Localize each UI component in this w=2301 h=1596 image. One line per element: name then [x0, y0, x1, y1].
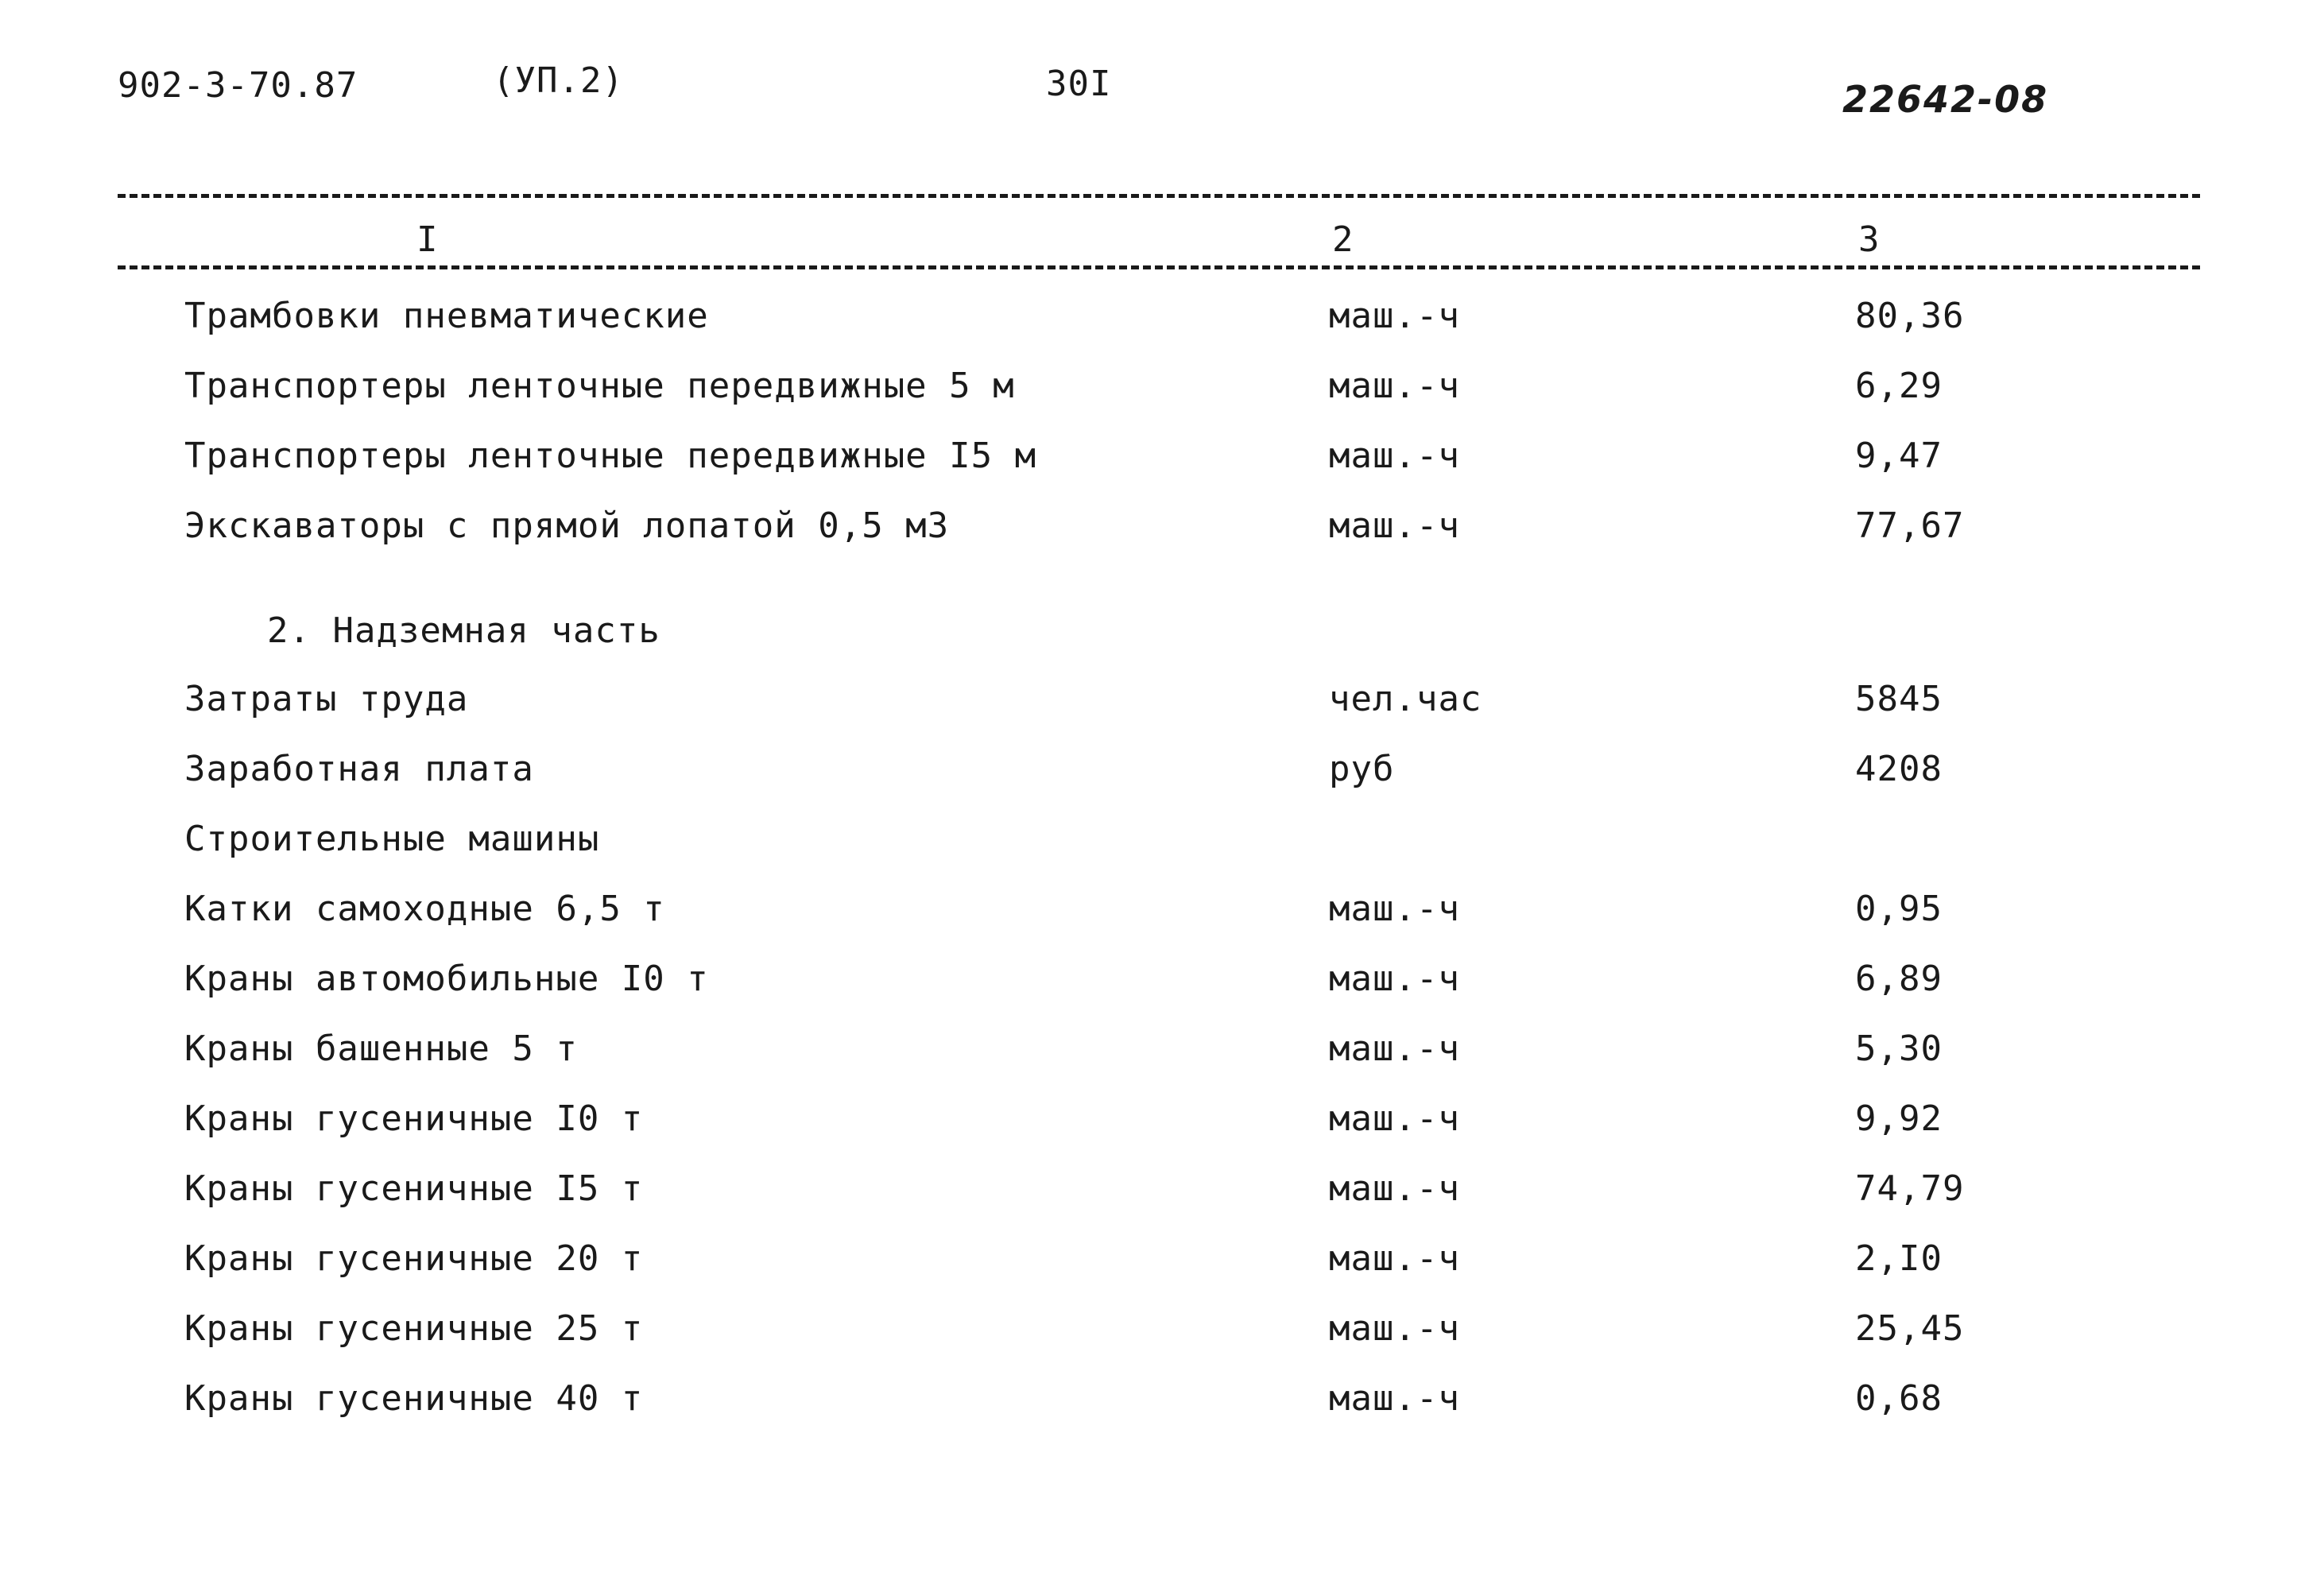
- table-header-rule: [118, 265, 2200, 269]
- row-value: 6,29: [1855, 366, 1943, 406]
- row-name: Трамбовки пневматические: [184, 296, 709, 336]
- row-unit: маш.-ч: [1329, 1238, 1460, 1279]
- row-unit: маш.-ч: [1329, 889, 1460, 929]
- column-header-1: I: [413, 219, 442, 260]
- row-value: 77,67: [1855, 506, 1965, 546]
- row-name: Краны гусеничные I5 т: [184, 1168, 644, 1209]
- table-row: [0, 506, 2301, 575]
- inventory-number: 22642-08: [1842, 78, 2049, 121]
- row-value: 0,95: [1855, 889, 1943, 929]
- row-name: Краны автомобильные I0 т: [184, 959, 709, 999]
- row-value: 25,45: [1855, 1308, 1965, 1349]
- column-header-2: 2: [1329, 219, 1358, 260]
- row-unit: маш.-ч: [1329, 1308, 1460, 1349]
- row-unit: маш.-ч: [1329, 506, 1460, 546]
- table-row: [0, 679, 2301, 749]
- row-unit: руб: [1329, 749, 1395, 789]
- row-value: 5,30: [1855, 1028, 1943, 1069]
- row-name: Строительные машины: [184, 819, 600, 859]
- row-value: 6,89: [1855, 959, 1943, 999]
- row-unit: маш.-ч: [1329, 366, 1460, 406]
- row-unit: маш.-ч: [1329, 296, 1460, 336]
- table-row: [0, 1028, 2301, 1098]
- table-row: [0, 819, 2301, 889]
- row-name: Заработная плата: [184, 749, 534, 789]
- row-name: Краны башенные 5 т: [184, 1028, 578, 1069]
- table-row: [0, 296, 2301, 366]
- table-top-rule: [118, 194, 2200, 198]
- row-name: Краны гусеничные 20 т: [184, 1238, 644, 1279]
- table-row: [0, 1098, 2301, 1168]
- table-row: [0, 959, 2301, 1028]
- table-row: [0, 1238, 2301, 1308]
- row-unit: маш.-ч: [1329, 1168, 1460, 1209]
- table-row: [0, 749, 2301, 819]
- row-name: Транспортеры ленточные передвижные 5 м: [184, 366, 1015, 406]
- row-value: 5845: [1855, 679, 1943, 719]
- page-number: 30I: [1046, 64, 1112, 104]
- row-value: 9,47: [1855, 436, 1943, 476]
- row-value: 0,68: [1855, 1378, 1943, 1419]
- row-name: Краны гусеничные I0 т: [184, 1098, 644, 1139]
- document-code: (УП.2): [493, 60, 624, 101]
- row-value: 9,92: [1855, 1098, 1943, 1139]
- row-value: 74,79: [1855, 1168, 1965, 1209]
- column-header-3: 3: [1855, 219, 1884, 260]
- row-name: Катки самоходные 6,5 т: [184, 889, 665, 929]
- row-unit: маш.-ч: [1329, 1098, 1460, 1139]
- row-value: 2,I0: [1855, 1238, 1943, 1279]
- section-title: 2. Надземная часть: [267, 610, 660, 651]
- row-name: Краны гусеничные 25 т: [184, 1308, 644, 1349]
- row-name: Краны гусеничные 40 т: [184, 1378, 644, 1419]
- row-name: Затраты труда: [184, 679, 469, 719]
- document-number: 902-3-70.87: [118, 65, 358, 106]
- table-row: [0, 889, 2301, 959]
- row-value: 4208: [1855, 749, 1943, 789]
- row-unit: чел.час: [1329, 679, 1482, 719]
- table-row: [0, 366, 2301, 436]
- table-row: [0, 436, 2301, 506]
- row-value: 80,36: [1855, 296, 1965, 336]
- table-row: [0, 1168, 2301, 1238]
- table-row: [0, 1308, 2301, 1378]
- row-unit: маш.-ч: [1329, 959, 1460, 999]
- row-name: Транспортеры ленточные передвижные I5 м: [184, 436, 1037, 476]
- row-unit: маш.-ч: [1329, 436, 1460, 476]
- row-name: Экскаваторы с прямой лопатой 0,5 м3: [184, 506, 950, 546]
- row-unit: маш.-ч: [1329, 1028, 1460, 1069]
- table-row: [0, 1378, 2301, 1448]
- row-unit: маш.-ч: [1329, 1378, 1460, 1419]
